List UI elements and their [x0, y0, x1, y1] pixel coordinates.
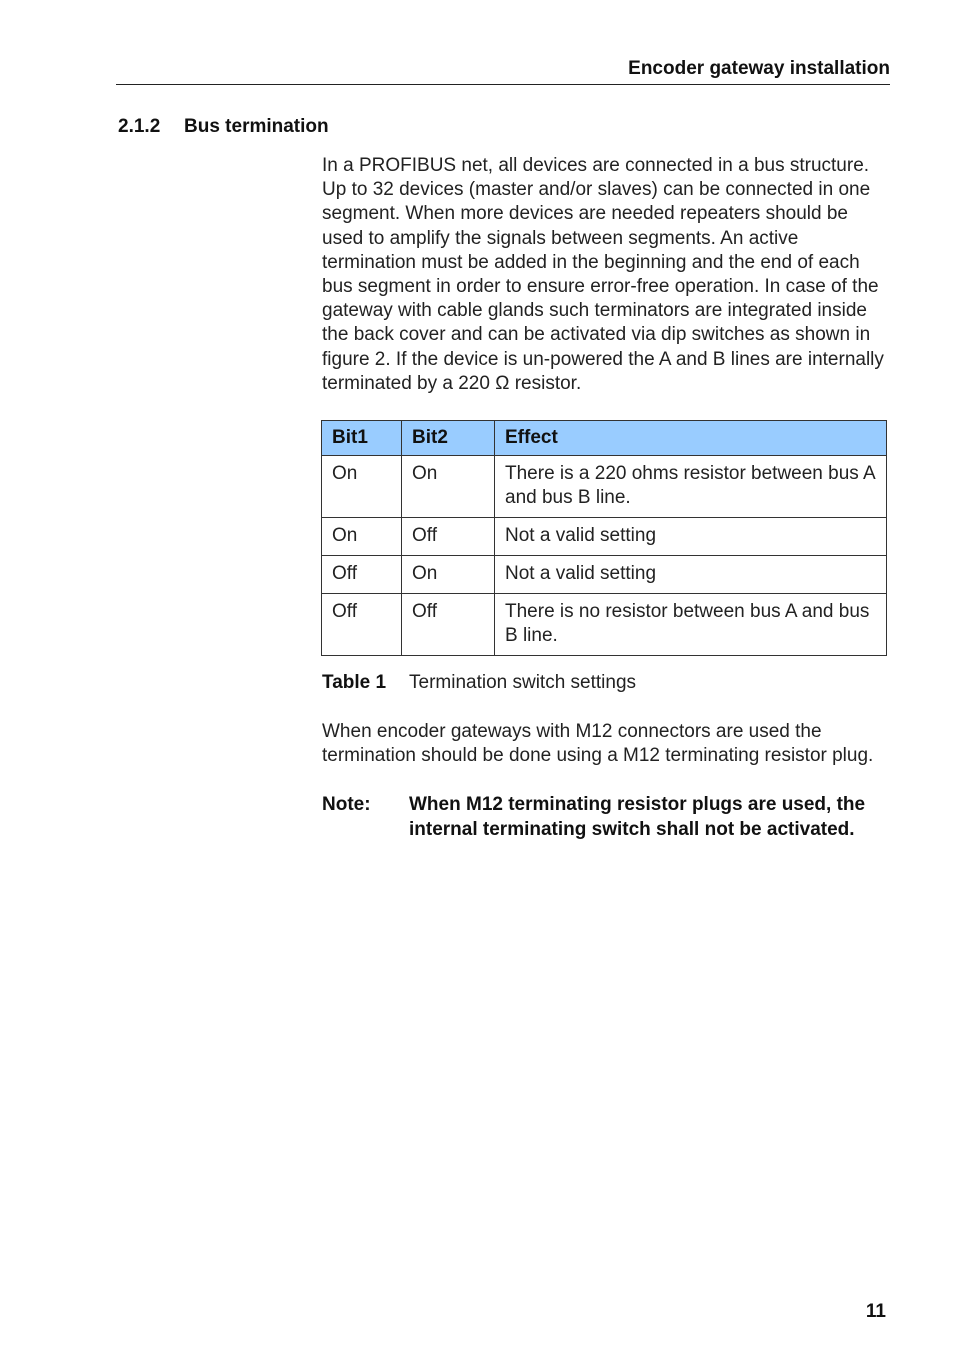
- cell-bit2: Off: [402, 594, 495, 656]
- cell-bit1: On: [322, 456, 402, 518]
- running-header: [116, 58, 890, 85]
- cell-effect: Not a valid setting: [495, 556, 887, 594]
- termination-table: [321, 420, 887, 656]
- page-number: 11: [865, 1301, 886, 1322]
- table-row: [322, 456, 887, 518]
- cell-bit2: On: [402, 556, 495, 594]
- cell-effect: Not a valid setting: [495, 518, 887, 556]
- cell-effect: There is a 220 ohms resistor between bus A and bus B line.: [495, 456, 887, 518]
- table-row: [322, 518, 887, 556]
- column-header-effect: Effect: [495, 421, 887, 456]
- cell-bit1: On: [322, 518, 402, 556]
- m12-paragraph: When encoder gateways with M12 connectors are used the termination should be done using a M12 terminating resistor plug.: [322, 721, 874, 767]
- cell-bit1: Off: [322, 594, 402, 656]
- table-header-row: [322, 421, 887, 456]
- table-caption: [322, 672, 636, 694]
- column-header-bit2: Bit2: [402, 421, 495, 456]
- table-row: [322, 594, 887, 656]
- section-title: Bus termination: [184, 116, 329, 137]
- column-header-bit1: Bit1: [322, 421, 402, 456]
- cell-bit2: On: [402, 456, 495, 518]
- cell-bit2: Off: [402, 518, 495, 556]
- cell-bit1: Off: [322, 556, 402, 594]
- header-title: Encoder gateway installation: [628, 58, 890, 79]
- intro-paragraph: In a PROFIBUS net, all devices are connected in a bus structure. Up to 32 devices (master and/or slaves) can be connected in one segment. When more devices are needed repeaters should be used to amplify the signals between segments. An active termination must be added in the beginning and the end of each bus segment in order to ensure error-free operation. In case of the gateway with cable glands such terminators are integrated inside the back cover and can be activated via dip switches as shown in figure 2. If the device is un-powered the A and B lines are internally terminated by a 220 Ω resistor.: [322, 155, 884, 394]
- table-row: [322, 556, 887, 594]
- note-label: Note:: [322, 794, 371, 815]
- note: [322, 792, 890, 842]
- section-heading: [118, 116, 329, 138]
- section-number: 2.1.2: [118, 116, 161, 137]
- caption-label: Table 1: [322, 672, 387, 693]
- note-text: When M12 terminating resistor plugs are used, the internal terminating switch shall not be activated.: [409, 794, 866, 840]
- caption-text: Termination switch settings: [409, 672, 637, 693]
- cell-effect: There is no resistor between bus A and bus B line.: [495, 594, 887, 656]
